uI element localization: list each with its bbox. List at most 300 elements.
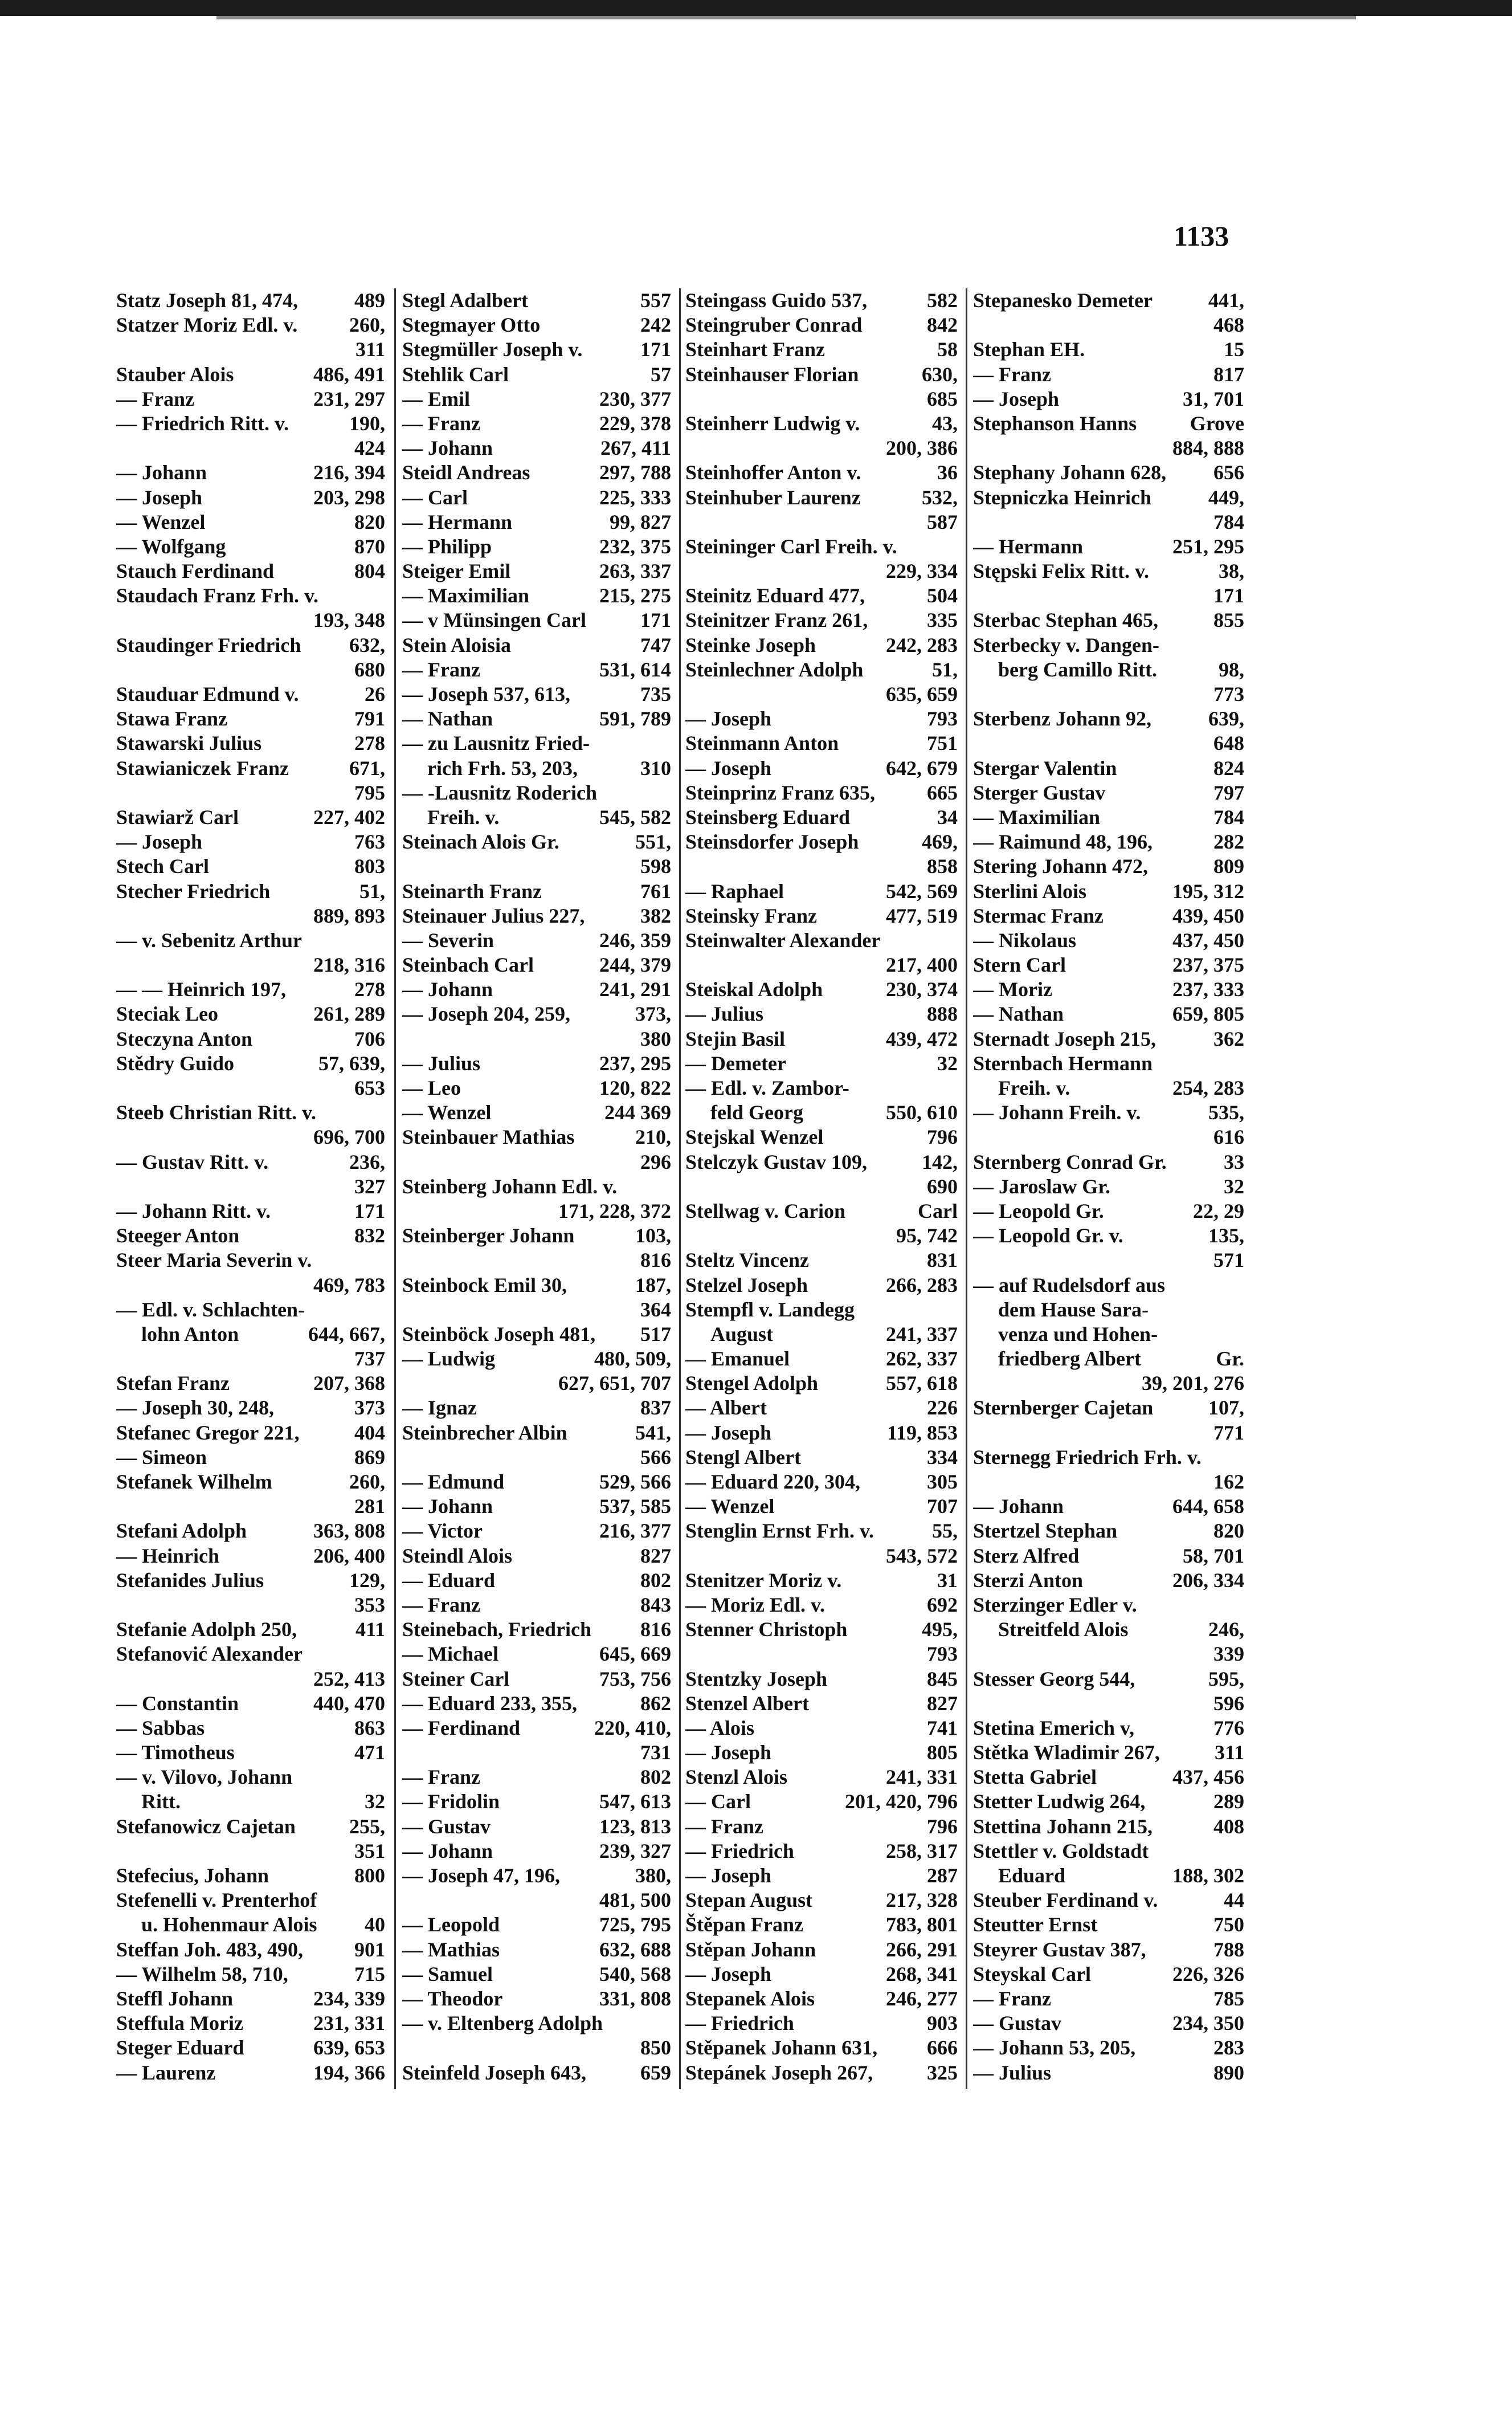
entry-pages: 771 xyxy=(1213,1421,1244,1444)
index-entry xyxy=(685,1002,958,1026)
entry-pages: 793 xyxy=(927,1642,958,1666)
entry-name: Stenzel Albert xyxy=(685,1691,809,1715)
entry-name: Stauber Alois xyxy=(116,362,234,386)
index-entry xyxy=(402,387,671,411)
entry-name: — Johann Freih. v. xyxy=(973,1101,1141,1124)
index-entry xyxy=(402,1175,671,1199)
entry-name: Stefanović Alexander xyxy=(116,1642,303,1666)
entry-name: Stenner Christoph xyxy=(685,1618,848,1641)
entry-pages: 542, 569 xyxy=(886,879,958,903)
index-entry xyxy=(685,1519,958,1543)
entry-name: Stephan EH. xyxy=(973,338,1085,361)
index-entry xyxy=(116,2011,385,2036)
entry-pages: 741 xyxy=(927,1716,958,1739)
entry-name: — Severin xyxy=(402,928,494,952)
entry-pages: 735 xyxy=(640,683,671,706)
entry-pages: 449, xyxy=(1208,486,1244,509)
entry-name: — Joseph 537, 613, xyxy=(402,683,571,706)
index-entry xyxy=(402,879,671,904)
entry-name: — Edmund xyxy=(402,1470,505,1493)
index-entry xyxy=(402,1150,671,1175)
entry-pages: 639, xyxy=(1208,707,1244,731)
entry-name: Steyskal Carl xyxy=(973,1962,1091,1985)
index-entry xyxy=(402,1938,671,1962)
entry-name: — Raimund 48, 196, xyxy=(973,830,1153,854)
index-entry xyxy=(402,1421,671,1445)
entry-name: Sternadt Joseph 215, xyxy=(973,1027,1157,1050)
index-entry xyxy=(116,1519,385,1543)
entry-name: — Simeon xyxy=(116,1445,207,1469)
entry-name: Eduard xyxy=(998,1864,1066,1887)
entry-pages: 471 xyxy=(354,1741,385,1764)
entry-pages: 267, 411 xyxy=(600,437,671,460)
entry-pages: 862 xyxy=(640,1691,671,1715)
entry-name: Steinwalter Alexander xyxy=(685,928,881,952)
index-entry xyxy=(685,1938,958,1962)
index-entry xyxy=(402,1544,671,1568)
index-entry xyxy=(973,411,1244,436)
index-entry xyxy=(973,1568,1244,1593)
entry-pages: 469, xyxy=(922,830,958,854)
entry-pages: 229, 334 xyxy=(886,560,958,583)
index-entry xyxy=(116,2036,385,2060)
index-entry xyxy=(402,411,671,436)
index-entry xyxy=(402,658,671,682)
index-entry xyxy=(685,1051,958,1076)
entry-pages: 817 xyxy=(1213,362,1244,386)
index-entry xyxy=(402,682,671,707)
entry-pages: 206, 400 xyxy=(313,1544,385,1567)
entry-pages: 889, 893 xyxy=(313,904,385,927)
entry-name: Steinlechner Adolph xyxy=(685,658,864,681)
entry-name: Steinbach Carl xyxy=(402,953,534,977)
entry-pages: 598 xyxy=(640,855,671,878)
entry-pages: 725, 795 xyxy=(599,1913,671,1936)
index-entry xyxy=(685,1617,958,1642)
entry-pages: 696, 700 xyxy=(313,1126,385,1149)
entry-name: Stern Carl xyxy=(973,953,1066,977)
entry-pages: 242, 283 xyxy=(886,633,958,657)
index-entry xyxy=(685,1298,958,1322)
index-entry xyxy=(402,1716,671,1740)
entry-pages: 255, xyxy=(349,1815,385,1838)
entry-name: — Wilhelm 58, 710, xyxy=(116,1962,288,1985)
entry-pages: 747 xyxy=(640,633,671,657)
index-entry xyxy=(685,1568,958,1593)
entry-name: — auf Rudelsdorf aus xyxy=(973,1273,1166,1296)
index-entry xyxy=(973,584,1244,608)
entry-name xyxy=(685,387,690,411)
entry-pages: 241, 291 xyxy=(599,978,671,1001)
index-entry xyxy=(685,559,958,584)
entry-pages: 671, xyxy=(349,756,385,780)
entry-pages: 582 xyxy=(927,289,958,312)
entry-pages: 784 xyxy=(1213,510,1244,533)
entry-name: Steiger Emil xyxy=(402,560,511,583)
entry-name xyxy=(402,1199,407,1224)
entry-name: — Heinrich xyxy=(116,1544,219,1567)
index-entry xyxy=(973,1913,1244,1937)
index-entry xyxy=(402,535,671,559)
index-entry xyxy=(973,1125,1244,1149)
entry-name: — Timotheus xyxy=(116,1741,235,1764)
index-entry xyxy=(973,854,1244,879)
entry-pages: 653 xyxy=(354,1077,385,1099)
entry-pages: 217, 328 xyxy=(886,1889,958,1912)
index-entry xyxy=(402,1076,671,1100)
index-entry xyxy=(402,1519,671,1543)
entry-name: Stetta Gabriel xyxy=(973,1766,1097,1789)
index-entry xyxy=(973,1445,1244,1470)
index-entry xyxy=(685,337,958,362)
entry-pages: 230, 374 xyxy=(886,978,958,1001)
entry-name: Steinebach, Friedrich xyxy=(402,1618,591,1641)
entry-name xyxy=(973,1642,978,1666)
entry-pages: 776 xyxy=(1213,1716,1244,1739)
index-entry xyxy=(116,411,385,436)
entry-pages: 190, xyxy=(349,411,385,435)
entry-name: — Johann xyxy=(973,1495,1064,1518)
entry-name: Sterger Gustav xyxy=(973,781,1106,804)
entry-name: Steinbock Emil 30, xyxy=(402,1273,567,1296)
index-entry xyxy=(402,977,671,1002)
index-entry xyxy=(973,977,1244,1002)
index-entry xyxy=(402,288,671,313)
entry-name xyxy=(402,2036,407,2060)
entry-name xyxy=(973,1125,978,1149)
entry-name xyxy=(973,1470,978,1494)
entry-name: venza und Hohen- xyxy=(998,1322,1158,1346)
entry-name: — Leo xyxy=(402,1077,461,1099)
entry-pages: 587 xyxy=(927,510,958,533)
entry-pages: 855 xyxy=(1213,609,1244,632)
entry-pages: 547, 613 xyxy=(599,1790,671,1813)
entry-pages: 246, xyxy=(1208,1618,1244,1641)
index-entry xyxy=(116,1740,385,1765)
entry-name: — Gustav Ritt. v. xyxy=(116,1150,269,1173)
index-entry xyxy=(685,682,958,707)
entry-name: — Wenzel xyxy=(685,1495,775,1518)
index-entry xyxy=(402,1789,671,1814)
entry-name: — Joseph xyxy=(685,756,772,780)
entry-name: — Gustav xyxy=(973,2012,1062,2035)
entry-name: — Edl. v. Zambor- xyxy=(685,1077,849,1099)
entry-pages: 207, 368 xyxy=(313,1372,385,1395)
entry-name: Streitfeld Alois xyxy=(998,1618,1129,1641)
entry-name: Steinsdorfer Joseph xyxy=(685,830,859,854)
index-entry xyxy=(116,1150,385,1175)
index-entry xyxy=(973,436,1244,460)
index-entry xyxy=(685,1815,958,1839)
entry-name: Steuber Ferdinand v. xyxy=(973,1889,1158,1912)
entry-name: — v. Eltenberg Adolph xyxy=(402,2012,603,2035)
entry-pages: 797 xyxy=(1213,781,1244,804)
entry-name: Stětka Wladimir 267, xyxy=(973,1741,1160,1764)
entry-pages: 903 xyxy=(927,2012,958,2035)
index-entry xyxy=(973,1938,1244,1962)
entry-name: — Franz xyxy=(402,658,480,681)
entry-name xyxy=(116,953,121,977)
entry-name: Stecher Friedrich xyxy=(116,879,271,903)
index-entry xyxy=(116,1125,385,1149)
entry-pages: 793 xyxy=(927,707,958,731)
entry-name: Steeger Anton xyxy=(116,1224,240,1247)
entry-name: Steinbrecher Albin xyxy=(402,1421,567,1444)
entry-pages: 761 xyxy=(640,879,671,903)
entry-name: — Johann xyxy=(402,978,493,1001)
entry-name: rich Frh. 53, 203, xyxy=(427,756,578,780)
entry-name: Stefanowicz Cajetan xyxy=(116,1815,296,1838)
entry-pages: 616 xyxy=(1213,1126,1244,1149)
entry-name: Steffula Moriz xyxy=(116,2012,243,2035)
entry-name: — — Heinrich 197, xyxy=(116,978,286,1001)
index-entry xyxy=(973,1667,1244,1691)
entry-pages: 773 xyxy=(1213,683,1244,706)
entry-name: — Johann xyxy=(402,1495,493,1518)
index-entry xyxy=(116,781,385,805)
entry-name: — Moriz Edl. v. xyxy=(685,1593,825,1616)
index-entry xyxy=(973,2061,1244,2085)
index-entry xyxy=(685,1888,958,1913)
entry-name: Steinberger Johann xyxy=(402,1224,575,1247)
entry-pages: 194, 366 xyxy=(313,2061,385,2084)
index-entry xyxy=(973,1421,1244,1445)
index-entry xyxy=(685,1347,958,1371)
entry-pages: 95, 742 xyxy=(896,1224,958,1247)
entry-name xyxy=(116,1273,121,1298)
index-entry xyxy=(973,1298,1244,1322)
entry-name: — Carl xyxy=(685,1790,751,1813)
index-entry xyxy=(973,1519,1244,1543)
entry-pages: 43, xyxy=(932,411,958,435)
entry-name: — Leopold xyxy=(402,1913,500,1936)
entry-pages: 119, 853 xyxy=(886,1421,958,1444)
entry-pages: 816 xyxy=(640,1618,671,1641)
entry-name: Sternberger Cajetan xyxy=(973,1396,1154,1420)
entry-pages: 162 xyxy=(1213,1470,1244,1493)
entry-pages: 595, xyxy=(1208,1667,1244,1690)
entry-pages: 753, 756 xyxy=(599,1667,671,1690)
entry-name: Steinsky Franz xyxy=(685,904,818,927)
entry-pages: 266, 283 xyxy=(886,1273,958,1296)
entry-name: — Hermann xyxy=(402,510,512,533)
index-entry xyxy=(116,707,385,731)
index-entry xyxy=(402,584,671,608)
entry-name: — Gustav xyxy=(402,1815,491,1838)
entry-pages: 289 xyxy=(1213,1790,1244,1813)
index-entry xyxy=(402,2011,671,2036)
entry-name: Stertzel Stephan xyxy=(973,1519,1117,1543)
entry-pages: 517 xyxy=(640,1322,671,1346)
entry-pages: 566 xyxy=(640,1445,671,1469)
index-entry xyxy=(685,1544,958,1568)
index-entry xyxy=(685,1691,958,1716)
entry-pages: 837 xyxy=(640,1396,671,1420)
entry-name: — Emanuel xyxy=(685,1347,790,1371)
index-entry xyxy=(973,731,1244,756)
entry-pages: 33 xyxy=(1224,1150,1244,1173)
index-entry xyxy=(973,707,1244,731)
entry-name: Steingruber Conrad xyxy=(685,313,863,337)
index-entry xyxy=(116,1839,385,1864)
index-entry xyxy=(402,1125,671,1149)
entry-pages: 809 xyxy=(1213,855,1244,878)
index-entry xyxy=(116,2061,385,2085)
index-entry xyxy=(116,830,385,854)
index-entry xyxy=(402,1962,671,1987)
index-column-2 xyxy=(402,288,671,2085)
index-entry xyxy=(402,1740,671,1765)
entry-pages: 123, 813 xyxy=(599,1815,671,1838)
entry-name: Stejin Basil xyxy=(685,1027,786,1050)
index-entry xyxy=(116,928,385,953)
entry-name xyxy=(116,1839,121,1864)
entry-pages: 171, 228, 372 xyxy=(558,1199,671,1222)
index-entry xyxy=(402,313,671,337)
index-entry xyxy=(685,1100,958,1125)
index-entry xyxy=(973,1027,1244,1051)
entry-pages: 237, 333 xyxy=(1172,978,1244,1001)
entry-name xyxy=(402,1740,407,1765)
entry-name: — Friedrich xyxy=(685,1839,794,1862)
index-entry xyxy=(973,953,1244,977)
entry-name xyxy=(973,682,978,707)
entry-name: Stelzel Joseph xyxy=(685,1273,808,1296)
entry-name xyxy=(402,1150,407,1175)
index-entry xyxy=(116,535,385,559)
index-entry xyxy=(973,608,1244,633)
entry-name: Stenitzer Moriz v. xyxy=(685,1568,842,1592)
entry-pages: 220, 410, xyxy=(594,1716,671,1739)
entry-pages: 305 xyxy=(927,1470,958,1493)
index-entry xyxy=(116,486,385,510)
index-entry xyxy=(116,1273,385,1298)
index-entry xyxy=(973,313,1244,337)
index-entry xyxy=(402,1199,671,1224)
entry-name: — Albert xyxy=(685,1396,767,1420)
entry-name: Stein Aloisia xyxy=(402,633,512,657)
entry-pages: 541, xyxy=(635,1421,671,1444)
index-entry xyxy=(685,1175,958,1199)
index-entry xyxy=(685,658,958,682)
entry-pages: 236, xyxy=(349,1150,385,1173)
index-entry xyxy=(116,977,385,1002)
page-number: 1133 xyxy=(1174,220,1229,252)
entry-name: — Julius xyxy=(402,1051,481,1075)
index-entry xyxy=(685,510,958,535)
entry-pages: 715 xyxy=(354,1962,385,1985)
entry-pages: 254, 283 xyxy=(1172,1077,1244,1099)
entry-pages: 252, 413 xyxy=(313,1667,385,1690)
entry-pages: 380, xyxy=(635,1864,671,1887)
index-entry xyxy=(116,953,385,977)
index-entry xyxy=(685,633,958,658)
entry-name: — Wenzel xyxy=(116,510,206,533)
entry-name xyxy=(402,1248,407,1273)
entry-pages: 226 xyxy=(927,1396,958,1420)
entry-pages: 22, 29 xyxy=(1193,1199,1244,1222)
index-entry xyxy=(402,559,671,584)
index-entry xyxy=(116,288,385,313)
entry-name: — Franz xyxy=(402,411,480,435)
entry-pages: 334 xyxy=(927,1445,958,1469)
index-entry xyxy=(973,1839,1244,1864)
index-entry xyxy=(402,1027,671,1051)
entry-name: — Nathan xyxy=(973,1002,1064,1026)
index-entry xyxy=(402,1051,671,1076)
scan-top-edge xyxy=(0,0,1512,16)
index-entry xyxy=(973,1765,1244,1789)
entry-name: — Wolfgang xyxy=(116,535,226,558)
entry-pages: 529, 566 xyxy=(599,1470,671,1493)
entry-pages: 480, 509, xyxy=(594,1347,671,1371)
entry-pages: 201, 420, 796 xyxy=(845,1790,958,1813)
entry-name: Stegmayer Otto xyxy=(402,313,541,337)
entry-pages: 135, xyxy=(1208,1224,1244,1247)
entry-pages: 215, 275 xyxy=(599,584,671,608)
index-entry xyxy=(685,411,958,436)
entry-name: Steingass Guido 537, xyxy=(685,289,868,312)
entry-pages: 237, 295 xyxy=(599,1051,671,1075)
entry-pages: 232, 375 xyxy=(599,535,671,558)
index-entry xyxy=(973,1150,1244,1175)
entry-name: — Franz xyxy=(402,1766,480,1789)
entry-name: — Maximilian xyxy=(973,805,1100,829)
index-entry xyxy=(402,805,671,830)
index-entry xyxy=(973,387,1244,411)
entry-name: Steinach Alois Gr. xyxy=(402,830,559,854)
entry-name xyxy=(685,436,690,460)
column-divider-1 xyxy=(394,288,396,2089)
entry-name: — Joseph xyxy=(685,1421,772,1444)
entry-name: Stejskal Wenzel xyxy=(685,1126,824,1149)
entry-pages: 785 xyxy=(1213,1987,1244,2010)
index-entry xyxy=(116,1224,385,1248)
entry-name: — Johann 53, 205, xyxy=(973,2036,1136,2060)
index-entry xyxy=(685,535,958,559)
index-entry xyxy=(973,1864,1244,1888)
index-column-4 xyxy=(973,288,1244,2085)
entry-name: Freih. v. xyxy=(998,1077,1070,1099)
entry-name: Stermac Franz xyxy=(973,904,1104,927)
index-entry xyxy=(402,460,671,485)
entry-name xyxy=(685,1175,690,1199)
entry-name: Staudach Franz Frh. v. xyxy=(116,584,319,608)
entry-pages: 486, 491 xyxy=(313,362,385,386)
index-entry xyxy=(973,1494,1244,1519)
entry-pages: 537, 585 xyxy=(599,1495,671,1518)
entry-name: — Joseph 30, 248, xyxy=(116,1396,275,1420)
entry-name: — Eduard 220, 304, xyxy=(685,1470,861,1493)
index-entry xyxy=(116,1027,385,1051)
entry-pages: 532, xyxy=(922,486,958,509)
entry-name: — Julius xyxy=(973,2061,1052,2084)
entry-name: — Demeter xyxy=(685,1051,786,1075)
index-entry xyxy=(685,2061,958,2085)
entry-pages: 803 xyxy=(354,855,385,878)
entry-pages: 656 xyxy=(1213,461,1244,484)
entry-name: — Laurenz xyxy=(116,2061,216,2084)
index-entry xyxy=(402,1839,671,1864)
index-entry xyxy=(685,362,958,387)
index-entry xyxy=(402,830,671,854)
index-entry xyxy=(402,1593,671,1617)
index-entry xyxy=(973,1617,1244,1642)
index-entry xyxy=(116,1199,385,1224)
entry-name: Stepniczka Heinrich xyxy=(973,486,1151,509)
entry-name xyxy=(402,1371,407,1396)
entry-name: — Johann xyxy=(402,1839,493,1862)
